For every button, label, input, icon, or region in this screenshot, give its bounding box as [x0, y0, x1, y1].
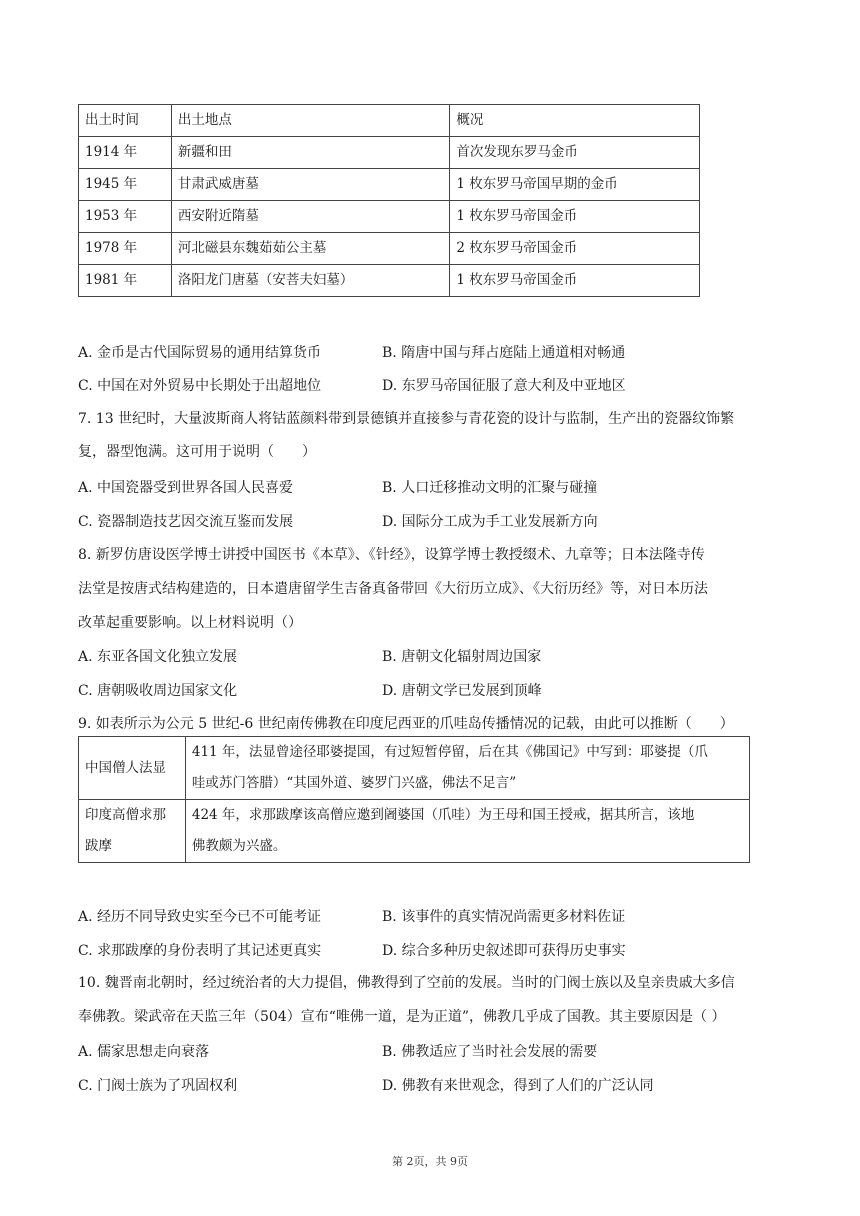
q9-option-c: C. 求那跋摩的身份表明了其记述更真实: [78, 943, 322, 959]
table-cell: 甘肃武威唐墓: [171, 169, 450, 201]
table-cell-record: [185, 800, 749, 863]
table-cell-source: [79, 800, 186, 863]
table-cell: 1 枚东罗马帝国金币: [450, 201, 700, 233]
q8-stem-line: 法堂是按唐式结构建造的，日本遣唐留学生吉备真备带回《大衍历立成》、《大衍历经》等，对日本历法: [78, 581, 708, 597]
q9-option-b: B. 该事件的真实情况尚需更多材料佐证: [382, 909, 626, 925]
q7-option-b: B. 人口迁移推动文明的汇聚与碰撞: [382, 480, 598, 496]
q10-stem-line: 奉佛教。梁武帝在天监三年（504）宣布“唯佛一道，是为正道”，佛教几乎成了国教。其主要原因是（ ）: [78, 1009, 726, 1025]
q6-option-a: A. 金币是古代国际贸易的通用结算货币: [78, 345, 322, 361]
table-cell: 新疆和田: [171, 137, 450, 169]
q6-option-c: C. 中国在对外贸易中长期处于出超地位: [78, 378, 322, 394]
table-row: [79, 137, 700, 169]
table-header-cell: 出土地点: [171, 105, 450, 137]
q8-option-d: D. 唐朝文学已发展到顶峰: [382, 683, 542, 699]
record-line: 哇或苏门答腊）“其国外道、婆罗门兴盛，佛法不足言”: [191, 775, 517, 791]
coin-discovery-table: [78, 104, 700, 297]
table-header-row: [79, 105, 700, 137]
q6-option-b: B. 隋唐中国与拜占庭陆上通道相对畅通: [382, 345, 626, 361]
q9-option-a: A. 经历不同导致史实至今已不可能考证: [78, 909, 322, 925]
table-row: [79, 737, 750, 800]
table-header-cell: 出土时间: [79, 105, 172, 137]
q6-option-d: D. 东罗马帝国征服了意大利及中亚地区: [382, 378, 626, 394]
table-cell: 河北磁县东魏茹茹公主墓: [171, 233, 450, 265]
q10-stem-line: 10. 魏晋南北朝时，经过统治者的大力提倡，佛教得到了空前的发展。当时的门阀士族以及皇亲贵戚大多信: [78, 975, 735, 991]
q7-option-d: D. 国际分工成为手工业发展新方向: [382, 514, 598, 530]
table-header-cell: 概况: [450, 105, 700, 137]
q10-option-d: D. 佛教有来世观念，得到了人们的广泛认同: [382, 1078, 654, 1094]
q8-option-c: C. 唐朝吸收周边国家文化: [78, 683, 238, 699]
q8-stem-line: 改革起重要影响。以上材料说明（）: [78, 615, 302, 631]
q8-stem-line: 8. 新罗仿唐设医学博士讲授中国医书《本草》、《针经》，设算学博士教授缀术、九章等；日本法隆寺传: [78, 547, 705, 563]
q9-stem: 9. 如表所示为公元 5 世纪-6 世纪南传佛教在印度尼西亚的爪哇岛传播情况的记载，由此可以推断（ ）: [78, 716, 734, 732]
q7-option-c: C. 瓷器制造技艺因交流互鉴而发展: [78, 514, 294, 530]
table-cell: 1945 年: [79, 169, 172, 201]
source-name: 中国僧人法显: [85, 759, 166, 776]
table-row: [79, 169, 700, 201]
table-cell: 1 枚东罗马帝国早期的金币: [450, 169, 700, 201]
q7-stem-line: 7. 13 世纪时，大量波斯商人将钴蓝颜料带到景德镇并直接参与青花瓷的设计与监制，生产出的瓷器纹饰繁: [78, 411, 735, 427]
record-line: 佛教颇为兴盛。: [191, 838, 287, 854]
table-row: [79, 201, 700, 233]
table-cell-record: [185, 737, 749, 800]
record-line: 411 年，法显曾途径耶婆提国，有过短暂停留，后在其《佛国记》中写到：耶婆提（爪: [191, 744, 708, 760]
table-cell: 1953 年: [79, 201, 172, 233]
table-cell: 首次发现东罗马金币: [450, 137, 700, 169]
page-footer: 第 2页，共 9页: [392, 1155, 468, 1168]
table-cell: 西安附近隋墓: [171, 201, 450, 233]
table-cell: 1981 年: [79, 265, 172, 297]
q7-stem-line: 复，器型饱满。这可用于说明（ ）: [78, 444, 316, 460]
record-line: 424 年，求那跋摩该高僧应邀到阇婆国（爪哇）为王母和国王授戒，据其所言，该地: [191, 807, 695, 823]
table-cell: 洛阳龙门唐墓（安菩夫妇墓）: [171, 265, 450, 297]
buddhism-record-table: [78, 736, 750, 863]
table-cell: 1 枚东罗马帝国金币: [450, 265, 700, 297]
table-row: [79, 800, 750, 863]
q8-option-a: A. 东亚各国文化独立发展: [78, 649, 238, 665]
q7-option-a: A. 中国瓷器受到世界各国人民喜爱: [78, 480, 294, 496]
q8-option-b: B. 唐朝文化辐射周边国家: [382, 649, 542, 665]
source-name: 印度高僧求那: [85, 807, 166, 823]
table-row: [79, 233, 700, 265]
table-cell-source: [79, 737, 186, 800]
q10-option-b: B. 佛教适应了当时社会发展的需要: [382, 1044, 598, 1060]
table-cell: 1914 年: [79, 137, 172, 169]
table-cell: 1978 年: [79, 233, 172, 265]
table-row: [79, 265, 700, 297]
source-name: 跋摩: [85, 838, 112, 854]
q9-option-d: D. 综合多种历史叙述即可获得历史事实: [382, 943, 626, 959]
q10-option-c: C. 门阀士族为了巩固权利: [78, 1078, 238, 1094]
table-cell: 2 枚东罗马帝国金币: [450, 233, 700, 265]
q10-option-a: A. 儒家思想走向衰落: [78, 1044, 210, 1060]
